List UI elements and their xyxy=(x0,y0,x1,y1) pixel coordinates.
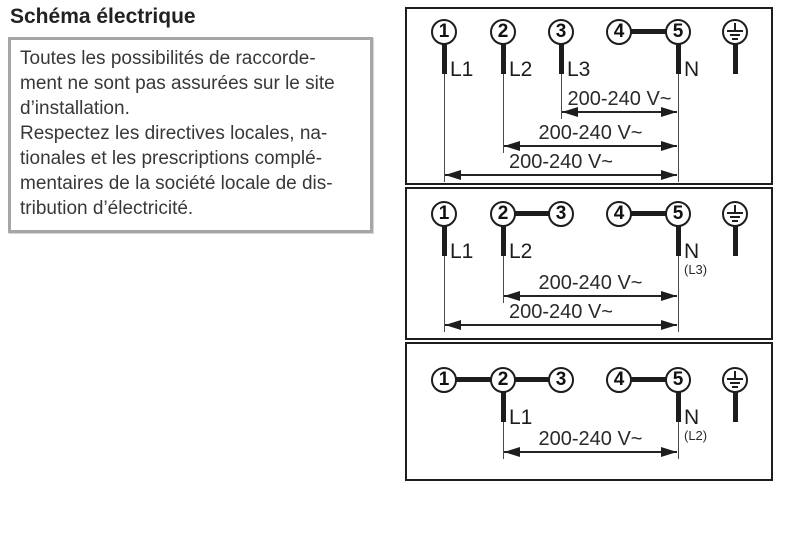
connection-3-phase xyxy=(405,7,773,185)
ground-bar-medium xyxy=(730,34,740,36)
terminal-number: 4 xyxy=(613,203,625,224)
ground-bar-medium xyxy=(730,382,740,384)
ground-stem xyxy=(734,23,736,30)
connection-1-phase xyxy=(405,342,773,481)
terminal-number: 4 xyxy=(613,369,625,390)
terminal-1 xyxy=(431,201,457,227)
drop-line-terminal-5 xyxy=(678,254,679,332)
ground-pin xyxy=(733,226,738,256)
voltage-arrow-line xyxy=(445,174,677,176)
arrowhead-left-icon xyxy=(445,170,461,180)
bridge-2-3 xyxy=(514,377,550,382)
bridge-4-5 xyxy=(630,211,667,216)
earth-ground-icon xyxy=(722,201,748,227)
connection-2-phase xyxy=(405,187,773,340)
voltage-label: 200-240 V~ xyxy=(538,122,643,144)
voltage-arrow-line xyxy=(562,111,677,113)
note-line: Toutes les possibilités de raccorde- xyxy=(20,48,316,69)
terminal-pin-1 xyxy=(442,44,447,74)
terminal-2 xyxy=(490,19,516,45)
terminal-3 xyxy=(548,201,574,227)
page-title: Schéma électrique xyxy=(10,5,196,28)
ground-stem xyxy=(734,371,736,378)
terminal-pin-5 xyxy=(676,226,681,256)
terminal-pin-3 xyxy=(559,44,564,74)
terminal-4 xyxy=(606,367,632,393)
terminal-number: 5 xyxy=(672,203,684,224)
note-line: tionales et les prescriptions complé- xyxy=(20,148,323,169)
terminal-3 xyxy=(548,19,574,45)
phase-sublabel-L3: (L3) xyxy=(684,262,708,277)
note-line: mentaires de la société locale de dis- xyxy=(20,173,333,194)
earth-ground-icon xyxy=(722,367,748,393)
wiring-diagram-panel xyxy=(405,7,773,481)
arrowhead-right-icon xyxy=(661,320,677,330)
terminal-1 xyxy=(431,367,457,393)
terminal-pin-2 xyxy=(501,392,506,422)
terminal-5 xyxy=(665,19,691,45)
terminal-number: 2 xyxy=(497,369,509,390)
terminal-5 xyxy=(665,367,691,393)
bridge-4-5 xyxy=(630,29,667,34)
bridge-1-2 xyxy=(455,377,492,382)
voltage-arrow-line xyxy=(504,295,677,297)
ground-bar-short xyxy=(732,220,738,222)
voltage-arrow-line xyxy=(445,324,677,326)
terminal-5 xyxy=(665,201,691,227)
ground-pin xyxy=(733,44,738,74)
bridge-2-3 xyxy=(514,211,550,216)
voltage-label: 200-240 V~ xyxy=(509,301,613,323)
ground-bar-long xyxy=(727,30,743,32)
ground-stem xyxy=(734,205,736,212)
terminal-number: 2 xyxy=(497,203,509,224)
voltage-arrow-line xyxy=(504,145,677,147)
terminal-number: 1 xyxy=(438,203,450,224)
terminal-number: 3 xyxy=(555,203,567,224)
terminal-pin-2 xyxy=(501,44,506,74)
terminal-number: 3 xyxy=(555,21,567,42)
terminal-pin-5 xyxy=(676,44,681,74)
ground-bar-medium xyxy=(730,216,740,218)
phase-label-L2: L2 xyxy=(509,58,533,81)
note-line: ment ne sont pas assurées sur le site xyxy=(20,73,335,94)
terminal-2 xyxy=(490,201,516,227)
phase-label-N: N xyxy=(684,58,700,81)
phase-label-L1: L1 xyxy=(450,58,474,81)
ground-bar-long xyxy=(727,378,743,380)
phase-label-L1: L1 xyxy=(509,406,533,429)
voltage-arrow-line xyxy=(504,451,677,453)
terminal-pin-2 xyxy=(501,226,506,256)
terminal-2 xyxy=(490,367,516,393)
terminal-pin-5 xyxy=(676,392,681,422)
terminal-pin-1 xyxy=(442,226,447,256)
ground-bar-short xyxy=(732,386,738,388)
terminal-number: 5 xyxy=(672,369,684,390)
note-line: Respectez les directives locales, na- xyxy=(20,123,328,144)
note-line: tribution d’électricité. xyxy=(20,198,194,219)
terminal-3 xyxy=(548,367,574,393)
ground-pin xyxy=(733,392,738,422)
terminal-number: 1 xyxy=(438,21,450,42)
terminal-4 xyxy=(606,19,632,45)
note-line: d’installation. xyxy=(20,98,130,119)
phase-label-N: N xyxy=(684,240,700,263)
terminal-number: 4 xyxy=(613,21,625,42)
arrowhead-right-icon xyxy=(661,170,677,180)
voltage-label: 200-240 V~ xyxy=(567,88,672,110)
phase-sublabel-L2: (L2) xyxy=(684,428,708,443)
voltage-label: 200-240 V~ xyxy=(538,428,643,450)
terminal-number: 2 xyxy=(497,21,509,42)
drop-line-terminal-5 xyxy=(678,420,679,459)
arrowhead-left-icon xyxy=(445,320,461,330)
terminal-number: 1 xyxy=(438,369,450,390)
terminal-number: 5 xyxy=(672,21,684,42)
ground-bar-short xyxy=(732,38,738,40)
phase-label-N: N xyxy=(684,406,700,429)
drop-line-terminal-1 xyxy=(444,72,445,182)
note-box xyxy=(8,37,373,233)
terminal-number: 3 xyxy=(555,369,567,390)
phase-label-L2: L2 xyxy=(509,240,533,263)
earth-ground-icon xyxy=(722,19,748,45)
phase-label-L3: L3 xyxy=(567,58,591,81)
terminal-4 xyxy=(606,201,632,227)
phase-label-L1: L1 xyxy=(450,240,474,263)
terminal-1 xyxy=(431,19,457,45)
ground-bar-long xyxy=(727,212,743,214)
voltage-label: 200-240 V~ xyxy=(538,272,643,294)
voltage-label: 200-240 V~ xyxy=(509,151,613,173)
bridge-4-5 xyxy=(630,377,667,382)
